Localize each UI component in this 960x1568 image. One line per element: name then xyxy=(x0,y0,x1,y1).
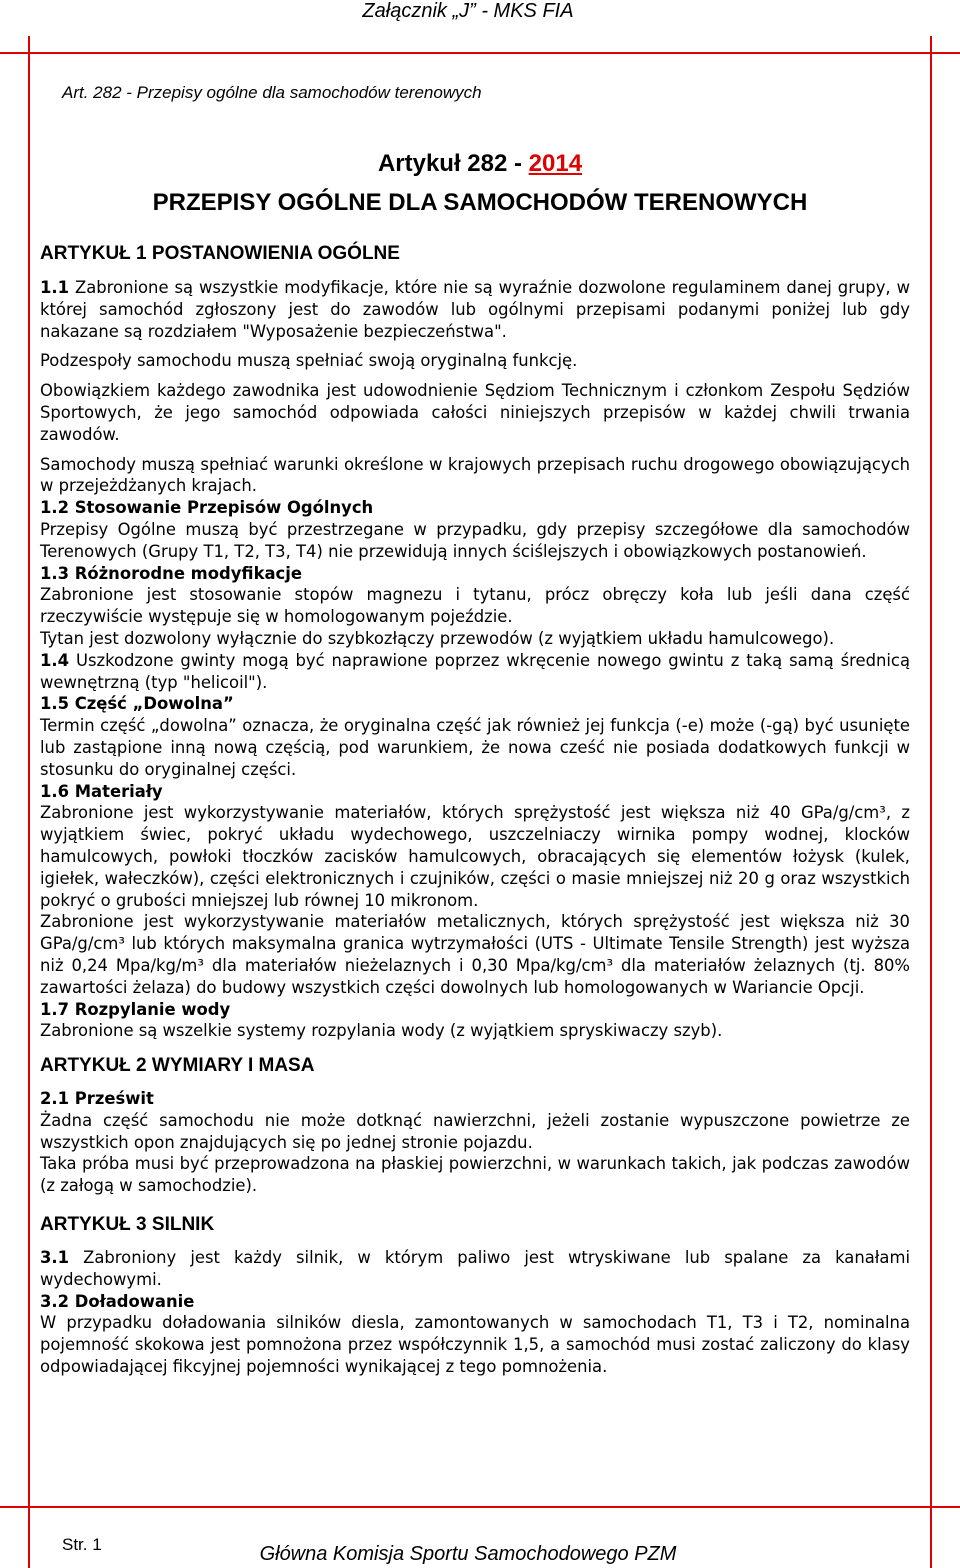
section-2-1-title: 2.1 Prześwit xyxy=(40,1089,154,1109)
article-2-heading: ARTYKUŁ 2 WYMIARY I MASA xyxy=(40,1055,315,1077)
paragraph: W przypadku doładowania silników diesla, zamontowanych w samochodach T1, T3 i T2, nominalna pojemność skokowa jest pomnożona przez współczynnik 1,5, a samochód musi zostać zaliczony do klasy odpowiadającej fikcyjnej pojemności wynikającej z tego pomnożenia. xyxy=(40,1313,910,1377)
section-3-2-title: 3.2 Doładowanie xyxy=(40,1291,195,1311)
paragraph: Zabronione jest wykorzystywanie materiałów metalicznych, których sprężystość jest większa niż 30 GPa/g/cm³ lub których maksymalna granica wytrzymałości (UTS - Ultimate Tensile Strength) jest wyższa niż 0,24 Mpa/kg/m³ dla materiałów nieżelaznych i 0,30 Mpa/kg/cm³ dla materiałów żelaznych (tj. 80% zawartości żelaza) do budowy wszystkich części dowolnych lub homologowanych w Wariancie Opcji. xyxy=(40,912,910,997)
paragraph-1-4 xyxy=(40,650,910,694)
paragraph: Podzespoły samochodu muszą spełniać swoją oryginalną funkcję. xyxy=(40,351,578,371)
paragraph-text: Zabronione są wszystkie modyfikacje, które nie są wyraźnie dozwolone regulaminem danej grupy, w której samochód zgłoszony jest do zawodów lub ogólnymi przepisami podanymi poniżej lub gdy nakazane są rozdziałem "Wyposażenie bezpieczeństwa". xyxy=(40,278,910,341)
paragraph: Zabronione jest wykorzystywanie materiałów, których sprężystość jest większa niż 40 GPa/g/cm³, z wyjątkiem świec, pokryć układu wydechowego, uszczelniaczy wirnika pompy wodnej, klocków hamulcowych, powłoki tłoczków zacisków hamulcowych, obracających się elementów łożysk (kulek, igiełek, wałeczków), części elektronicznych i czujników, części o masie mniejszej niż 20 g oraz wszystkich pokryć o grubości mniejszej lub równej 10 mikronom. xyxy=(40,803,910,910)
annex-title: Załącznik „J” - MKS FIA xyxy=(362,0,574,22)
paragraph: Przepisy Ogólne muszą być przestrzegane w przypadku, gdy przepisy szczegółowe dla samochodów Terenowych (Grupy T1, T2, T3, T4) nie przewidują innych ściślejszych i obowiązkowych postanowień. xyxy=(40,519,910,561)
paragraph-text: Uszkodzone gwinty mogą być naprawione poprzez wkręcenie nowego gwintu z taką samą średnicą wewnętrzną (typ "helicoil"). xyxy=(40,650,910,692)
paragraph-3-1 xyxy=(40,1247,910,1291)
document-title: PRZEPISY OGÓLNE DLA SAMOCHODÓW TERENOWYCH xyxy=(152,189,808,216)
paragraph: Zabronione są wszelkie systemy rozpylania wody (z wyjątkiem spryskiwaczy szyb). xyxy=(40,1021,723,1041)
article-year: 2014 xyxy=(528,150,583,177)
section-1-7-title: 1.7 Rozpylanie wody xyxy=(40,999,231,1019)
article-reference: Art. 282 - Przepisy ogólne dla samochodów terenowych xyxy=(62,83,482,102)
paragraph: Obowiązkiem każdego zawodnika jest udowodnienie Sędziom Technicznym i członkom Zespołu Sędziów Sportowych, że jego samochód odpowiada całości niniejszych przepisów w każdej chwili trwania zawodów. xyxy=(40,381,910,444)
right-border-line xyxy=(930,36,932,1568)
paragraph: Żadna część samochodu nie może dotknąć nawierzchni, jeżeli zostanie wypuszczone powietrze ze wszystkich opon znajdujących się po jednej stronie pojazdu. xyxy=(40,1110,910,1152)
paragraph-text: Zabroniony jest każdy silnik, w którym paliwo jest wtryskiwane lub spalane za kanałami wydechowymi. xyxy=(40,1248,910,1289)
page-number: Str. 1 xyxy=(62,1535,102,1554)
paragraph: Tytan jest dozwolony wyłącznie do szybkozłączy przewodów (z wyjątkiem układu hamulcowego). xyxy=(40,628,835,648)
article-title-prefix: Artykuł 282 - xyxy=(377,150,529,177)
section-number: 3.1 xyxy=(40,1248,70,1268)
section-1-2-title: 1.2 Stosowanie Przepisów Ogólnych xyxy=(40,498,374,518)
article-1-heading: ARTYKUŁ 1 POSTANOWIENIA OGÓLNE xyxy=(40,243,400,264)
section-number: 1.1 xyxy=(40,278,70,297)
footer-organization: Główna Komisja Sportu Samochodowego PZM xyxy=(259,1543,677,1565)
paragraph-1-1 xyxy=(40,277,910,342)
section-1-5-title: 1.5 Część „Dowolna” xyxy=(40,694,234,714)
article-3-heading: ARTYKUŁ 3 SILNIK xyxy=(40,1214,215,1236)
section-1-3-title: 1.3 Różnorodne modyfikacje xyxy=(40,563,302,583)
article-title xyxy=(0,150,960,178)
bottom-divider-line xyxy=(0,1506,960,1508)
document-body xyxy=(40,277,910,1378)
left-border-line xyxy=(28,36,30,1568)
top-divider-line xyxy=(0,52,960,54)
section-1-6-title: 1.6 Materiały xyxy=(40,781,163,801)
paragraph: Termin część „dowolna” oznacza, że oryginalna część jak również jej funkcja (-e) może (-gą) być usunięte lub zastąpione inną nową częścią, pod warunkiem, że nowa cześć nie posiada dodatkowych funkcji w stosunku do oryginalnej części. xyxy=(40,716,910,779)
paragraph: Zabronione jest stosowanie stopów magnezu i tytanu, prócz obręczy koła lub jeśli dana część rzeczywiście występuje się w homologowanym pojeździe. xyxy=(40,585,910,627)
paragraph: Samochody muszą spełniać warunki określone w krajowych przepisach ruchu drogowego obowiązujących w przejeżdżanych krajach. xyxy=(40,454,910,496)
section-number: 1.4 xyxy=(40,650,70,670)
paragraph: Taka próba musi być przeprowadzona na płaskiej powierzchni, w warunkach takich, jak podczas zawodów (z załogą w samochodzie). xyxy=(40,1154,910,1196)
